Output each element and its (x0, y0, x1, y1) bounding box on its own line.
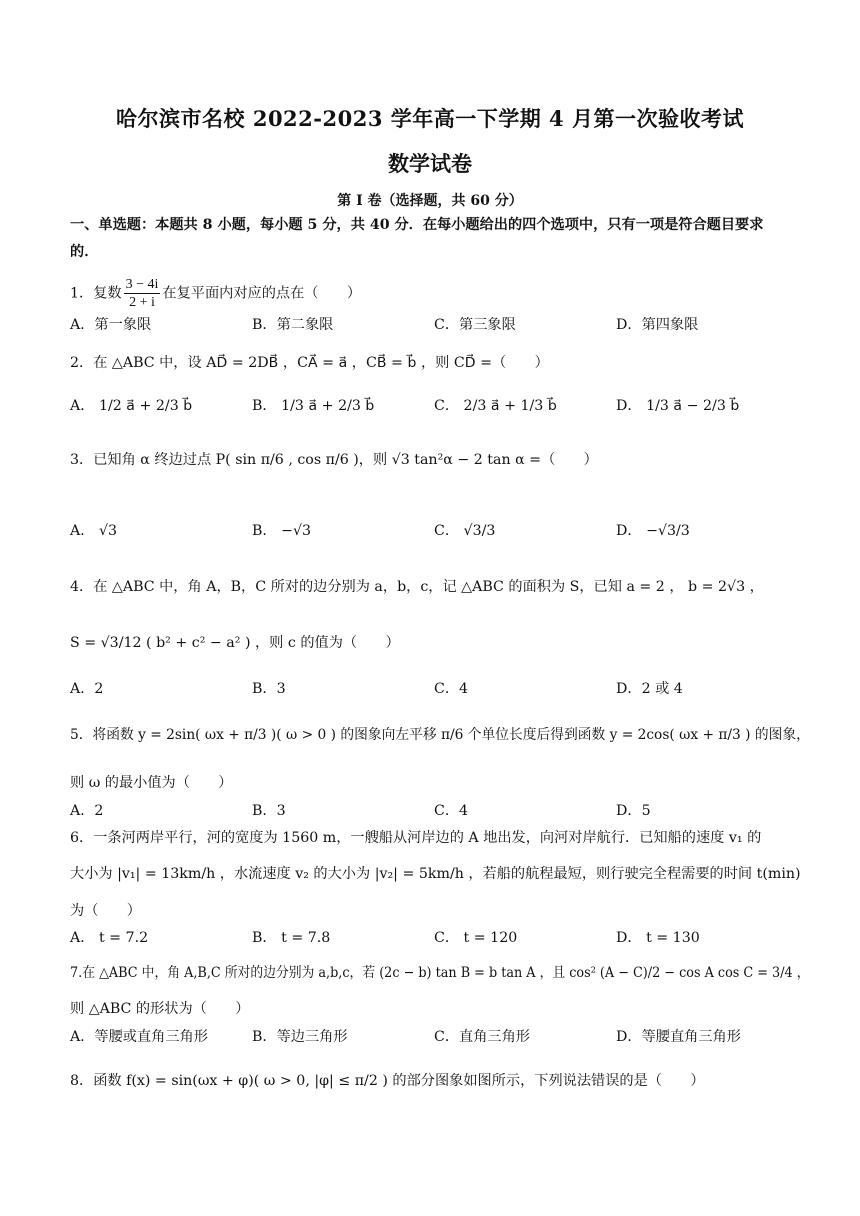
question-3-stem: 3．已知角 α 终边过点 P( sin π/6 , cos π/6 )，则 √3 tan²α − 2 tan α =（ ） (70, 452, 598, 468)
exam-title: 哈尔滨市名校 2022-2023 学年高一下学期 4 月第一次验收考试 (116, 106, 744, 131)
question-1-fraction-numerator: 3 − 4i (125, 277, 159, 292)
question-7-option-a: A．等腰或直角三角形 (70, 1029, 208, 1045)
volume-title: 第 I 卷（选择题，共 60 分） (337, 193, 523, 209)
question-6-stem-line1: 6．一条河两岸平行，河的宽度为 1560 m，一艘船从河岸边的 A 地出发，向河对岸航行．已知船的速度 v₁ 的 (70, 830, 762, 846)
question-4-stem-line2: S = √3/12 ( b² + c² − a² ) ，则 c 的值为（ ） (70, 635, 400, 651)
question-1-stem (70, 276, 361, 311)
question-1-prefix: 1．复数 (70, 285, 122, 302)
question-4-option-b: B．3 (252, 681, 286, 697)
question-2-option-a: A． 1/2 a⃗ + 2/3 b⃗ (70, 398, 193, 414)
question-2-option-d: D． 1/3 a⃗ − 2/3 b⃗ (616, 398, 740, 414)
question-6-option-a: A． t = 7.2 (70, 930, 149, 946)
question-1-suffix: 在复平面内对应的点在（ ） (162, 285, 362, 302)
question-3-option-c: C． √3/3 (434, 523, 496, 539)
question-6-option-c: C． t = 120 (434, 930, 518, 946)
question-6-stem-line3: 为（ ） (70, 903, 141, 919)
question-2-stem: 2．在 △ABC 中，设 AD⃗ = 2DB⃗ ，CA⃗ = a⃗ ，CB⃗ = b⃗ ，则 CD⃗ =（ ） (70, 355, 549, 371)
question-3-option-b: B． −√3 (252, 523, 312, 539)
question-7-option-d: D．等腰直角三角形 (616, 1029, 741, 1045)
question-2-option-b: B． 1/3 a⃗ + 2/3 b⃗ (252, 398, 375, 414)
question-5-option-b: B．3 (252, 803, 286, 819)
question-4-option-c: C．4 (434, 681, 469, 697)
question-7-stem-line2: 则 △ABC 的形状为（ ） (70, 1001, 250, 1017)
question-5-stem-line1: 5．将函数 y = 2sin( ωx + π/3 )( ω > 0 ) 的图象向左平移 π/6 个单位长度后得到函数 y = 2cos( ωx + π/3 ) 的图象， (70, 727, 810, 743)
question-5-stem-line2: 则 ω 的最小值为（ ） (70, 775, 233, 791)
question-2-option-c: C． 2/3 a⃗ + 1/3 b⃗ (434, 398, 557, 414)
question-4-option-d: D．2 或 4 (616, 681, 683, 697)
question-1-option-c: C．第三象限 (434, 317, 516, 333)
section-instructions-line1: 一、单选题：本题共 8 小题，每小题 5 分，共 40 分．在每小题给出的四个选项中，只有一项是符合题目要求 (70, 217, 764, 233)
question-3-option-a: A． √3 (70, 523, 118, 539)
question-6-option-d: D． t = 130 (616, 930, 700, 946)
question-1-option-a: A．第一象限 (70, 317, 152, 333)
question-5-option-c: C．4 (434, 803, 469, 819)
question-6-option-b: B． t = 7.8 (252, 930, 331, 946)
subject-title: 数学试卷 (388, 151, 472, 176)
question-8-stem: 8．函数 f(x) = sin(ωx + φ)( ω > 0, |φ| ≤ π/2 ) 的部分图象如图所示，下列说法错误的是（ ） (70, 1073, 705, 1089)
question-7-option-c: C．直角三角形 (434, 1029, 530, 1045)
section-instructions-line2: 的． (70, 244, 99, 260)
question-1-option-b: B．第二象限 (252, 317, 334, 333)
question-4-option-a: A．2 (70, 681, 104, 697)
question-7-option-b: B．等边三角形 (252, 1029, 348, 1045)
question-7-stem-line1: 7.在 △ABC 中，角 A,B,C 所对的边分别为 a,b,c，若 (2c − b) tan B = b tan A ，且 cos² (A − C)/2 − cos A cos C = 3/4 ， (70, 965, 810, 981)
question-1-fraction-denominator: 2 + i (129, 295, 155, 310)
question-1-option-d: D．第四象限 (616, 317, 699, 333)
question-3-option-d: D． −√3/3 (616, 523, 690, 539)
question-5-option-a: A．2 (70, 803, 104, 819)
question-4-stem-line1: 4．在 △ABC 中，角 A，B，C 所对的边分别为 a，b，c，记 △ABC 的面积为 S，已知 a = 2 ， b = 2√3 ， (70, 579, 764, 595)
question-6-stem-line2: 大小为 |v₁| = 13km/h ，水流速度 v₂ 的大小为 |v₂| = 5km/h ，若船的航程最短，则行驶完全程需要的时间 t(min) (70, 866, 801, 882)
question-1-fraction (124, 276, 161, 311)
question-5-option-d: D．5 (616, 803, 651, 819)
